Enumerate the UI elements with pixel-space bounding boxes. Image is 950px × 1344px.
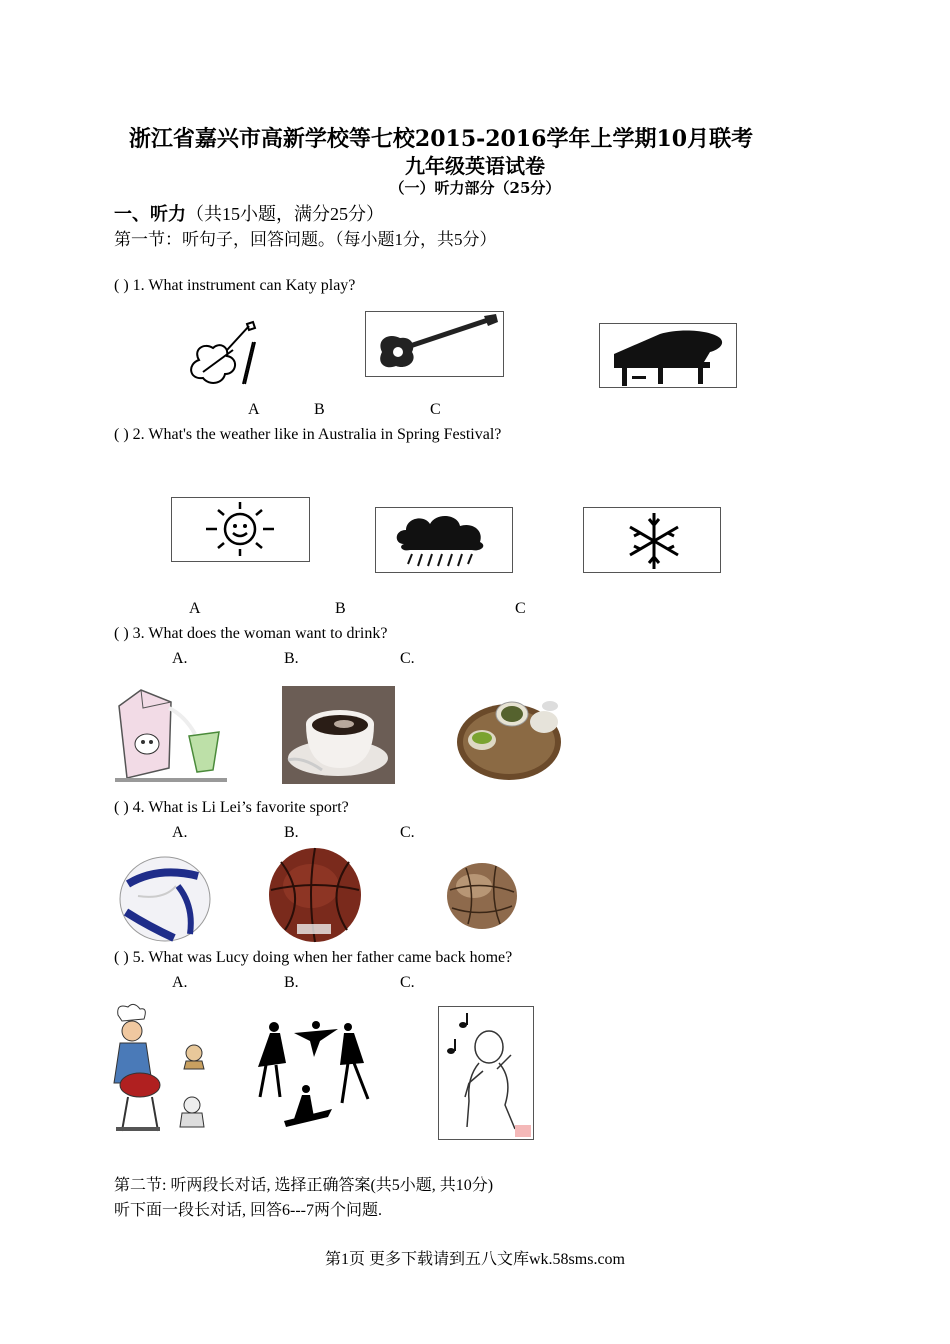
q1-option-a[interactable]: A [248,401,260,418]
q3-option-b[interactable]: B. [284,650,299,667]
guitar-icon [365,311,504,377]
q5-option-a[interactable]: A. [172,974,188,991]
tea-icon [454,684,564,784]
part-label: （一）听力部分（25分） [389,179,561,197]
volleyball-icon [118,856,212,942]
q5-option-b[interactable]: B. [284,974,299,991]
q1-option-b[interactable]: B [314,401,325,418]
piano-icon [599,323,737,388]
question-4: ( ) 4. What is Li Lei’s favorite sport? [114,799,349,816]
question-1: ( ) 1. What instrument can Katy play? [114,277,356,294]
q3-option-a[interactable]: A. [172,650,188,667]
q3-option-c[interactable]: C. [400,650,415,667]
violin-icon [183,320,277,388]
singing-icon [438,1006,534,1140]
section1-heading [114,200,384,226]
milk-icon [113,686,229,784]
exam-subtitle: 九年级英语试卷 [405,154,545,178]
snowflake-icon [583,507,721,573]
question-3: ( ) 3. What does the woman want to drink? [114,625,388,642]
q2-option-a[interactable]: A [189,600,201,617]
basketball-icon [267,846,363,944]
q4-option-a[interactable]: A. [172,824,188,841]
q1-option-c[interactable]: C [430,401,441,418]
q4-option-c[interactable]: C. [400,824,415,841]
ball-icon [446,862,518,930]
coffee-icon [282,686,395,784]
section1-subheading: 第一节：听句子，回答问题。（每小题1分，共5分） [114,230,497,249]
q4-option-b[interactable]: B. [284,824,299,841]
cooking-icon [112,1003,212,1139]
q5-option-c[interactable]: C. [400,974,415,991]
section1-heading-rest: （共15小题，满分25分） [186,204,384,224]
rain-cloud-icon [375,507,513,573]
sun-icon [171,497,310,562]
question-5: ( ) 5. What was Lucy doing when her father came back home? [114,949,513,966]
section1-heading-bold: 一、听力 [114,204,186,225]
section2-instruction: 听下面一段长对话, 回答6---7两个问题. [114,1202,382,1219]
page-footer: 第1页 更多下载请到五八文库wk.58sms.com [324,1251,625,1268]
q2-option-b[interactable]: B [335,600,346,617]
question-2: ( ) 2. What's the weather like in Australia in Spring Festival? [114,426,502,443]
q2-option-c[interactable]: C [515,600,526,617]
page-title: 浙江省嘉兴市高新学校等七校2015-2016学年上学期10月联考 [128,126,754,152]
dancing-icon [254,1013,374,1143]
section2-heading: 第二节: 听两段长对话, 选择正确答案(共5小题, 共10分) [114,1177,494,1194]
